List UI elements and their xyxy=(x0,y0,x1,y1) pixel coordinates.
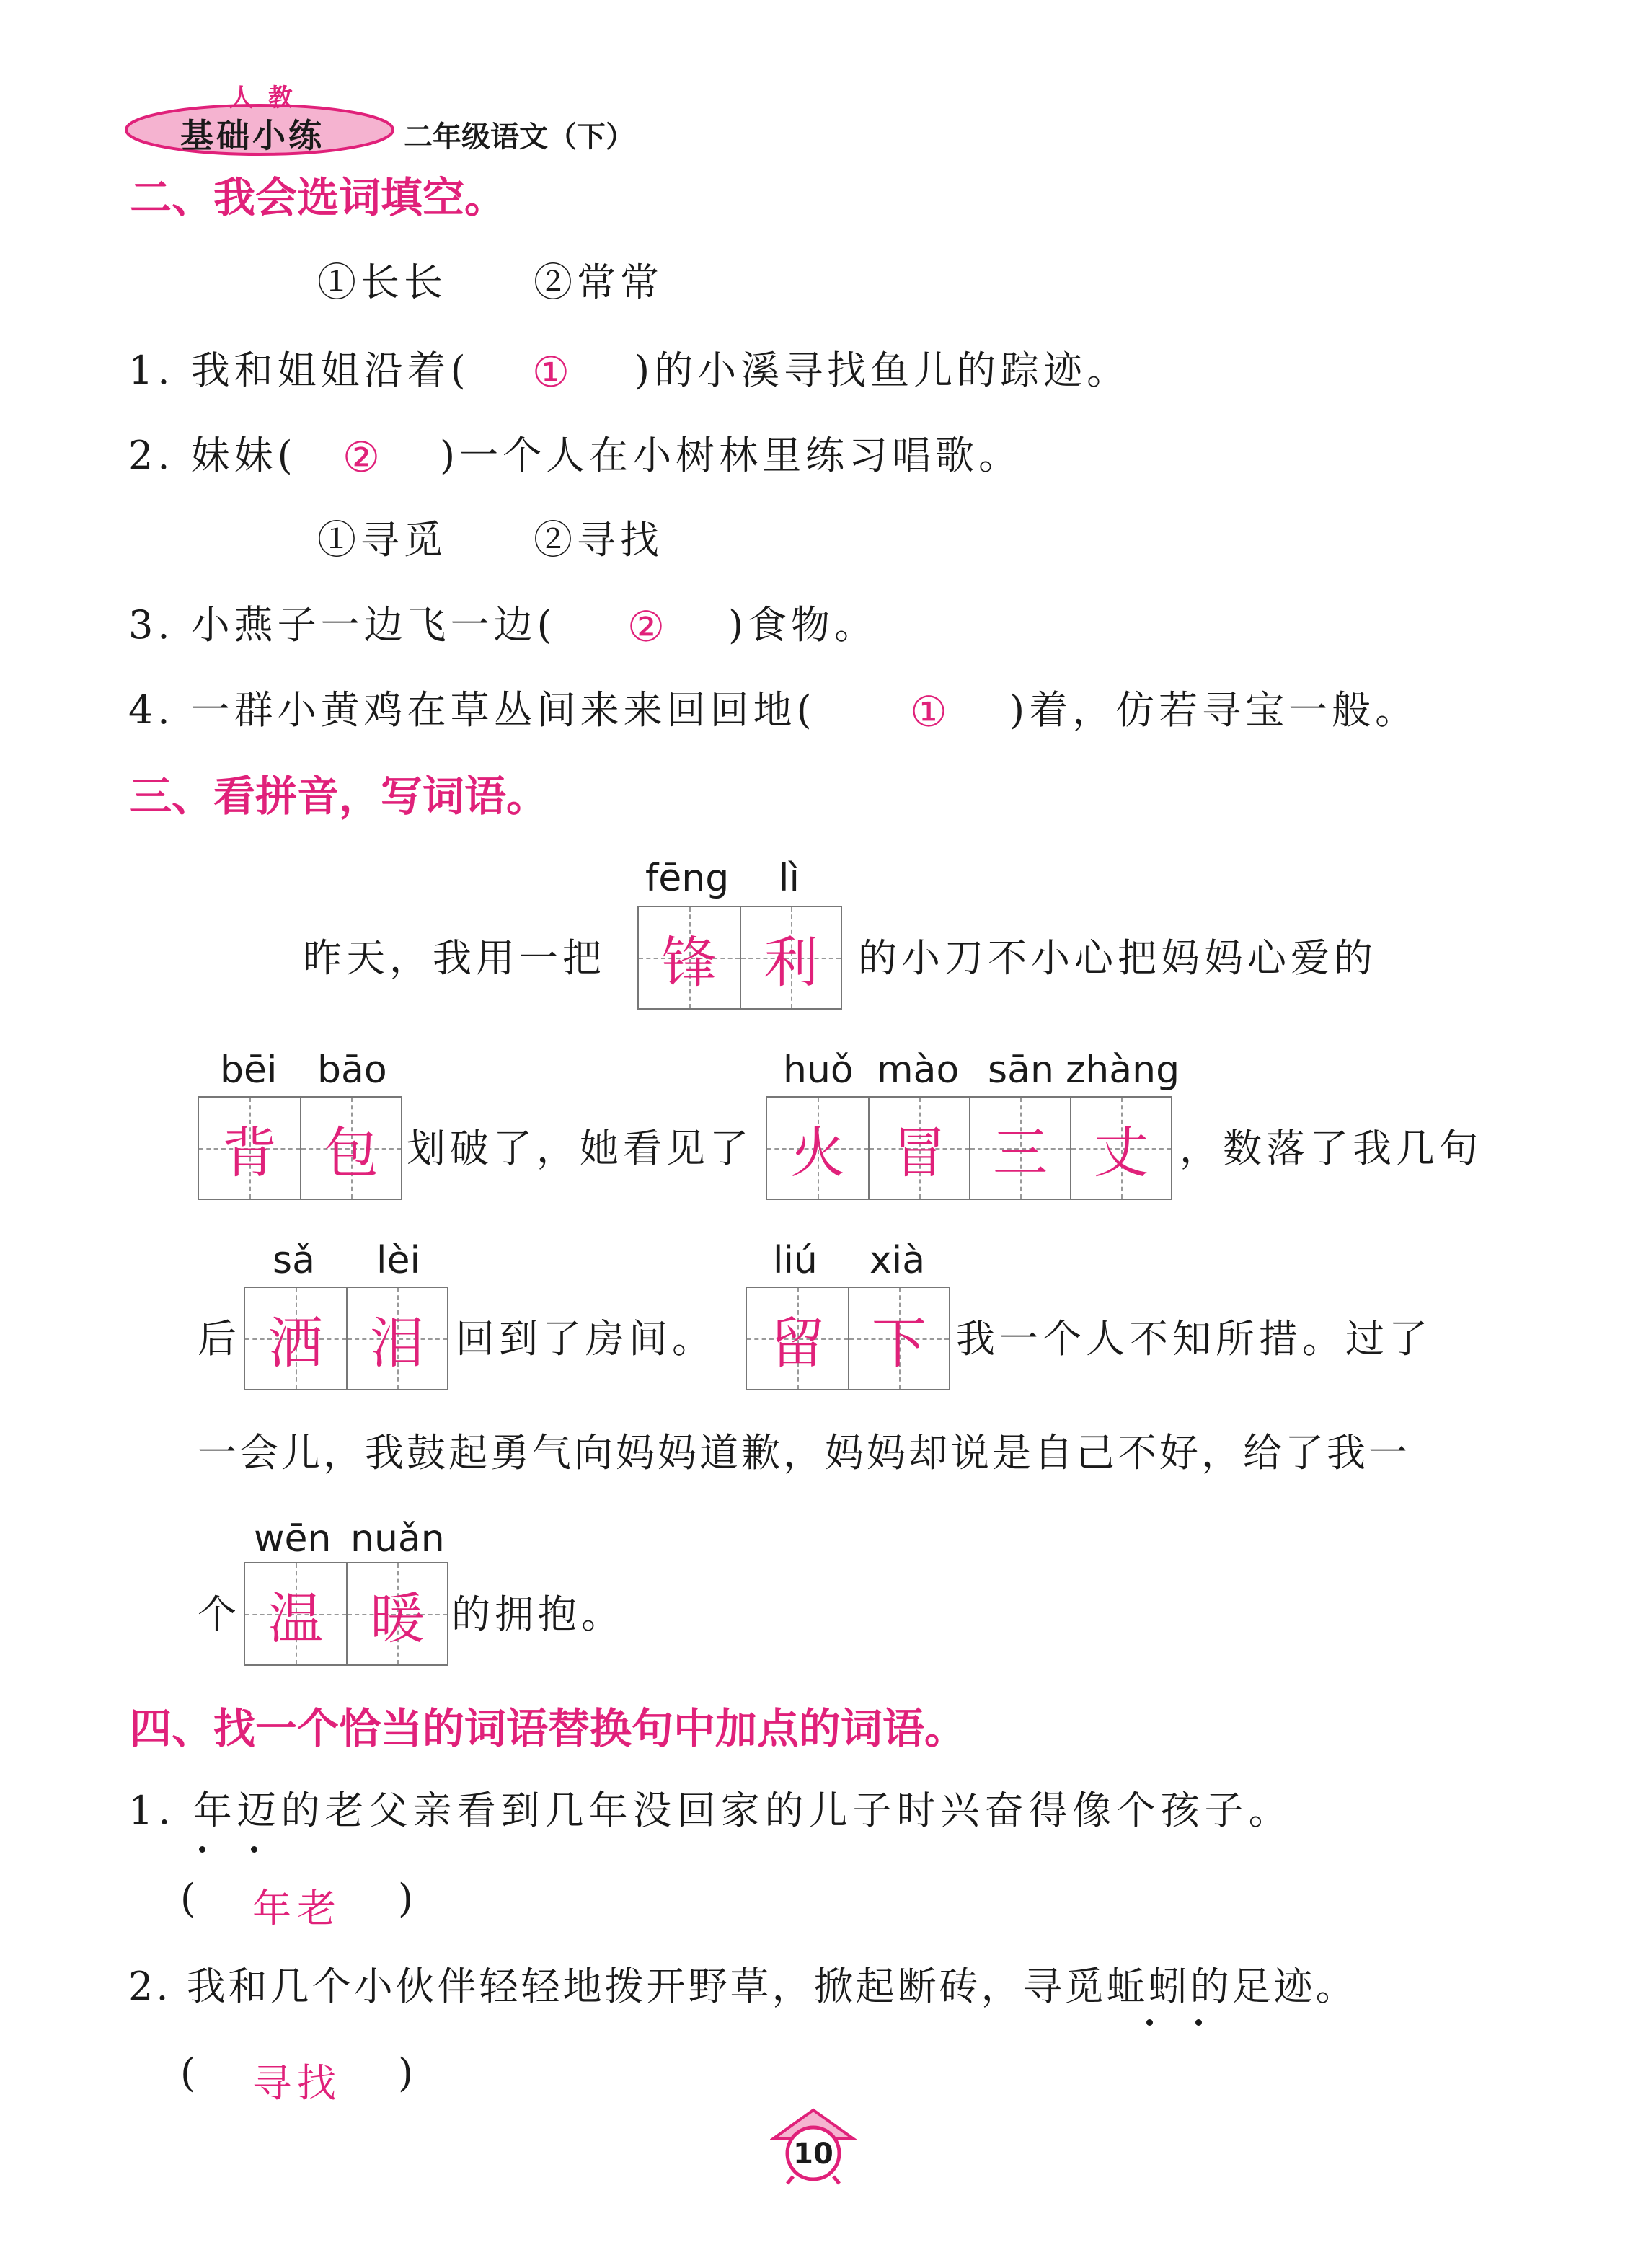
grid-cell: 三 xyxy=(969,1098,1070,1199)
grid-cell: 留 xyxy=(747,1288,848,1389)
pinyin: nuǎn xyxy=(350,1517,445,1561)
emphasis-dot xyxy=(1195,2019,1202,2026)
emphasis-dot xyxy=(1146,2019,1153,2026)
word-grid-6 xyxy=(244,1562,448,1666)
options-b: ①寻觅 ②寻找 xyxy=(317,517,663,562)
grid-cell: 包 xyxy=(300,1098,401,1199)
grid-cell: 泪 xyxy=(346,1288,447,1389)
pinyin: liú xyxy=(773,1239,818,1282)
line5-start: 个 xyxy=(198,1592,241,1637)
word-grid-2 xyxy=(198,1096,402,1200)
header-badge-top: 人 教 xyxy=(229,84,296,112)
pinyin: bēi xyxy=(220,1049,278,1092)
q4-before: 4. 一群小黄鸡在草丛间来来回回地( xyxy=(128,687,816,733)
q2-answer: ② xyxy=(342,433,380,482)
emphasis-dot xyxy=(251,1846,257,1853)
grid-cell: 背 xyxy=(199,1098,300,1199)
grid-cell: 下 xyxy=(848,1288,949,1389)
q1-answer: 年老 xyxy=(252,1886,342,1931)
q3-after: )食物。 xyxy=(728,602,878,648)
q2-sentence: 2. 我和几个小伙伴轻轻地拨开野草，掀起断砖，寻觅蚯蚓的足迹。 xyxy=(128,1964,1358,2009)
pinyin: wēn xyxy=(254,1517,332,1561)
header-subject: 二年级语文（下） xyxy=(404,120,634,154)
q1-after: )的小溪寻找鱼儿的踪迹。 xyxy=(634,348,1131,393)
options-a: ①长长 ②常常 xyxy=(317,260,663,305)
page-number: 10 xyxy=(793,2137,833,2171)
line3-between: 回到了房间。 xyxy=(456,1316,715,1362)
q1-paren-open: ( xyxy=(180,1876,200,1921)
line2-between: 划破了，她看见了 xyxy=(407,1126,753,1171)
pinyin: lèi xyxy=(376,1239,420,1282)
q2-answer: 寻找 xyxy=(252,2060,342,2106)
grid-cell: 温 xyxy=(245,1563,346,1664)
pinyin: lì xyxy=(779,857,800,900)
pinyin: sǎ xyxy=(273,1239,315,1282)
line5-after: 的拥抱。 xyxy=(451,1592,624,1637)
q3-before: 3. 小燕子一边飞一边( xyxy=(128,602,557,648)
word-grid-5 xyxy=(746,1287,950,1390)
q2-paren-close: ) xyxy=(398,2050,418,2096)
section-2-title: 二、我会选词填空。 xyxy=(130,173,507,222)
section-3-title: 三、看拼音，写词语。 xyxy=(130,772,549,821)
q4-after: )着，仿若寻宝一般。 xyxy=(1009,687,1419,733)
q1-paren-close: ) xyxy=(398,1876,418,1921)
pinyin: sān xyxy=(988,1049,1054,1092)
q1-before: 1. 我和姐姐沿着( xyxy=(128,348,470,393)
pinyin: xià xyxy=(870,1239,926,1282)
q4-answer: ① xyxy=(910,687,947,736)
q3-answer: ② xyxy=(627,602,665,651)
line4: 一会儿，我鼓起勇气向妈妈道歉，妈妈却说是自己不好，给了我一 xyxy=(198,1430,1410,1475)
q2-paren-open: ( xyxy=(180,2050,200,2096)
line1-before: 昨天，我用一把 xyxy=(303,935,606,981)
line1-after: 的小刀不小心把妈妈心爱的 xyxy=(858,935,1377,981)
grid-cell: 暖 xyxy=(346,1563,447,1664)
word-grid-3 xyxy=(766,1096,1172,1200)
grid-cell: 洒 xyxy=(245,1288,346,1389)
pinyin: fēng xyxy=(645,857,730,900)
line3-after: 我一个人不知所措。过了 xyxy=(956,1316,1432,1362)
grid-cell: 火 xyxy=(767,1098,868,1199)
grid-cell: 利 xyxy=(740,907,841,1008)
word-grid-1 xyxy=(637,906,842,1010)
grid-cell: 丈 xyxy=(1070,1098,1171,1199)
q1-sentence: 1. 年迈的老父亲看到几年没回家的儿子时兴奋得像个孩子。 xyxy=(128,1788,1293,1833)
header-badge-main: 基础小练 xyxy=(180,116,324,155)
pinyin: bāo xyxy=(317,1049,387,1092)
pinyin: huǒ xyxy=(783,1049,854,1092)
q2-after: )一个人在小树林里练习唱歌。 xyxy=(440,433,1022,478)
section-4-title: 四、找一个恰当的词语替换句中加点的词语。 xyxy=(130,1704,967,1753)
pinyin: mào xyxy=(877,1049,960,1092)
line2-after: ，数落了我几句 xyxy=(1180,1126,1482,1171)
line3-start: 后 xyxy=(198,1316,241,1362)
q2-before: 2. 妹妹( xyxy=(128,433,297,478)
grid-cell: 冒 xyxy=(868,1098,969,1199)
pinyin: zhàng xyxy=(1066,1049,1180,1092)
q1-answer: ① xyxy=(532,348,570,397)
grid-cell: 锋 xyxy=(639,907,740,1008)
word-grid-4 xyxy=(244,1287,448,1390)
emphasis-dot xyxy=(199,1846,205,1853)
